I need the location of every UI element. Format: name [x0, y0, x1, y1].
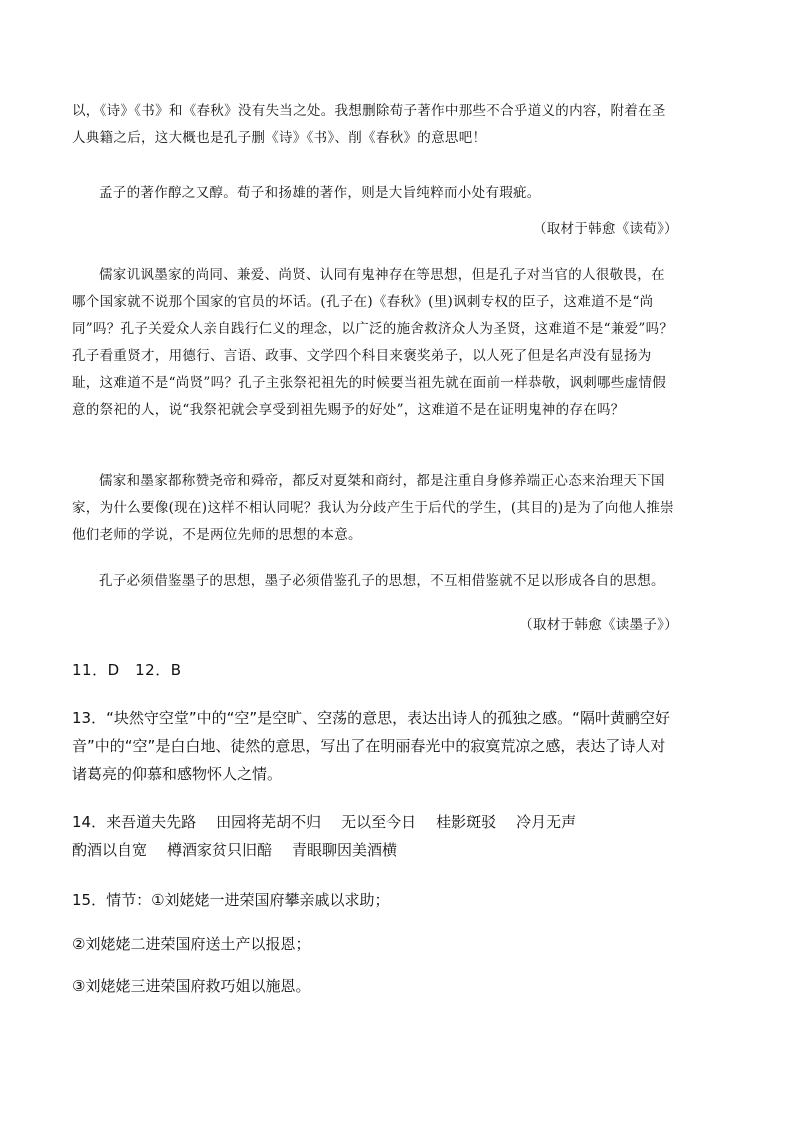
passage2-paragraph-confucian-mohist: 儒家讥讽墨家的尚同、兼爱、尚贤、认同有鬼神存在等思想，但是孔子对当官的人很敬畏，在哪个国家就不说那个国家的官员的坏话。(孔子在)《春秋》(里)讽刺专权的臣子，这难道不是“尚同”吗？孔子关爱众人亲自践行仁义的理念，以广泛的施舍救济众人为圣贤，这难道不是“兼爱”吗？孔子看重贤才，用德行、言语、政事、文学四个科目来褒奖弟子，以人死了但是名声没有显扬为耻，这难道不是“尚贤”吗？孔子主张祭祀祖先的时候要当祖先就在面前一样恭敬，讽刺哪些虚情假意的祭祀的人，说“我祭祀就会享受到祖先赐予的好处”，这难道不是在证明鬼神的存在吗？	[72, 267, 674, 418]
answer-q14-phrase: 青眼聊因美酒横	[292, 841, 398, 859]
answer-q11-q12: 11．D 12．B	[72, 661, 182, 679]
answer-q14-phrase: 田园将芜胡不归	[216, 813, 322, 831]
answer-q14-phrase: 来吾道夫先路	[106, 813, 197, 831]
answer-q14	[72, 808, 678, 864]
answer-q13: 13．“块然守空堂”中的“空”是空旷、空荡的意思，表达出诗人的孤独之感。“隔叶黄鹂空好音”中的“空”是白白地、徒然的意思，写出了在明丽春光中的寂寞荒凉之感，表达了诗人对诸葛亮的仰慕和感物怀人之情。	[72, 709, 670, 783]
answer-q14-phrase: 冷月无声	[516, 813, 577, 831]
passage1-source: （取材于韩愈《读荀》）	[532, 221, 678, 237]
passage2-paragraph-yao-shun: 儒家和墨家都称赞尧帝和舜帝，都反对夏桀和商纣，都是注重自身修养端正心态来治理天下国家，为什么要像(现在)这样不相认同呢？我认为分歧产生于后代的学生，(其目的)是为了向他人推崇他们老师的学说，不是两位先师的思想的本意。	[72, 473, 674, 543]
answer-q15-line3: ③刘姥姥三进荣国府救巧姐以施恩。	[72, 977, 311, 995]
answer-q15-line2: ②刘姥姥二进荣国府送土产以报恩；	[72, 935, 311, 953]
passage2-source: （取材于韩愈《读墨子》）	[519, 617, 678, 633]
answer-q15-line1: 15．情节：①刘姥姥一进荣国府攀亲戚以求助；	[72, 891, 390, 909]
answer-q14-phrase: 樽酒家贫只旧醅	[167, 841, 273, 859]
answer-q14-phrase: 酌酒以自宽	[72, 841, 148, 859]
answer-q14-number: 14．	[72, 813, 107, 831]
passage1-continuation: 以，《诗》《书》和《春秋》没有失当之处。我想删除荀子著作中那些不合乎道义的内容，附着在圣人典籍之后，这大概也是孔子删《诗》《书》、削《春秋》的意思吧！	[72, 103, 666, 146]
passage2-paragraph-mutual-reference: 孔子必须借鉴墨子的思想，墨子必须借鉴孔子的思想，不互相借鉴就不足以形成各自的思想。	[99, 573, 665, 589]
passage1-paragraph-mencius: 孟子的著作醇之又醇。荀子和扬雄的著作，则是大旨纯粹而小处有瑕疵。	[99, 185, 541, 201]
answer-q14-phrase: 桂影斑驳	[436, 813, 497, 831]
answer-q14-phrase: 无以至今日	[341, 813, 417, 831]
